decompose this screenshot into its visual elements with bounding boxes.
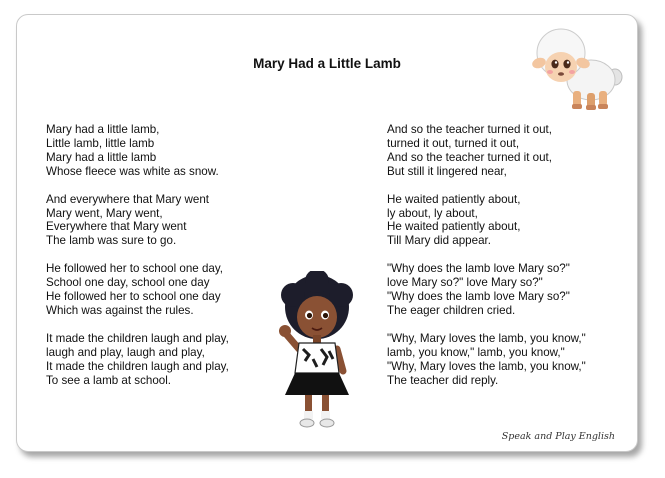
poem-line: Till Mary did appear.: [387, 234, 491, 248]
poem-line: The teacher did reply.: [387, 373, 499, 387]
poem-line: Mary had a little lamb: [46, 150, 157, 164]
poem-line: It made the children laugh and play,: [46, 359, 229, 373]
poem-line: The eager children cried.: [387, 303, 516, 317]
stanza: [46, 262, 229, 318]
poem-line: "Why does the lamb love Mary so?": [387, 262, 570, 276]
poem-line: He followed her to school one day: [46, 290, 221, 304]
stanza: [46, 332, 229, 388]
stanza: [46, 193, 229, 249]
poem-line: It made the children laugh and play,: [46, 331, 229, 345]
poem-line: Which was against the rules.: [46, 303, 194, 317]
poem-line: The lamb was sure to go.: [46, 234, 177, 248]
stanza: [387, 193, 586, 249]
poem-line: Mary had a little lamb,: [46, 123, 160, 136]
credit-text: Speak and Play English: [501, 431, 615, 442]
poem-line: But still it lingered near,: [387, 164, 507, 178]
poem-line: laugh and play, laugh and play,: [46, 345, 205, 359]
poem-line: He waited patiently about,: [387, 192, 521, 206]
poem-column-left: [46, 123, 229, 402]
poem-line: ly about, ly about,: [387, 206, 478, 220]
stanza: [387, 123, 586, 179]
poem-line: turned it out, turned it out,: [387, 136, 520, 150]
stanza: [387, 332, 586, 388]
poem-column-right: [387, 123, 586, 402]
poem-line: Everywhere that Mary went: [46, 220, 187, 234]
poem-line: And everywhere that Mary went: [46, 192, 210, 206]
poem-line: He followed her to school one day,: [46, 262, 224, 276]
lamb-icon: [529, 25, 625, 113]
stanza: [387, 262, 586, 318]
girl-icon: [273, 271, 359, 431]
poem-line: To see a lamb at school.: [46, 373, 172, 387]
poem-line: He waited patiently about,: [387, 220, 521, 234]
poem-line: love Mary so?" love Mary so?": [387, 276, 543, 290]
page-title: Mary Had a Little Lamb: [253, 56, 401, 71]
poem-line: Whose fleece was white as snow.: [46, 164, 219, 178]
poem-line: Little lamb, little lamb: [46, 136, 155, 150]
stanza: [46, 123, 229, 179]
poem-line: And so the teacher turned it out,: [387, 150, 552, 164]
poem-line: "Why, Mary loves the lamb, you know,": [387, 331, 586, 345]
poem-line: "Why does the lamb love Mary so?": [387, 290, 570, 304]
poem-line: lamb, you know," lamb, you know,": [387, 345, 565, 359]
poem-line: School one day, school one day: [46, 276, 210, 290]
poem-line: "Why, Mary loves the lamb, you know,": [387, 359, 586, 373]
poem-line: And so the teacher turned it out,: [387, 123, 552, 136]
poem-line: Mary went, Mary went,: [46, 206, 163, 220]
poem-card: [16, 14, 638, 452]
